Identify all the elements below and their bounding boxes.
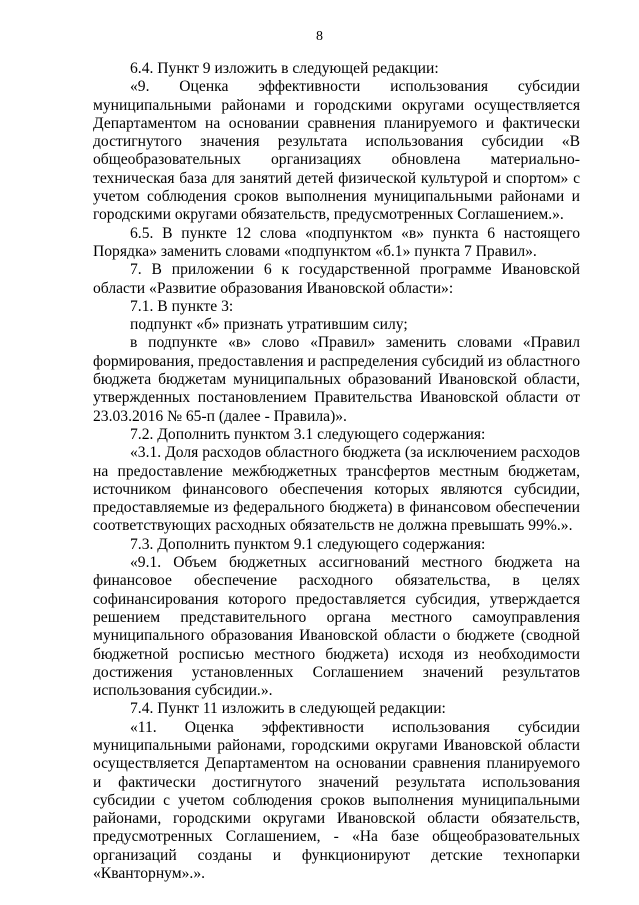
paragraph-item-9: «9. Оценка эффективности использования субсидии муниципальными районами и городскими округами осуществляется Департаментом на основании сравнения планируемого и фактически достигнутого значения результата использования субсидии «В общеобразовательных организациях обновлена материально-техническая база для занятий детей физической культурой и спортом» с учетом соблюдения сроков выполнения муниципальными районами и городскими округами обязательств, предусмотренных Соглашением.». [93, 78, 580, 224]
paragraph-7: 7. В приложении 6 к государственной программе Ивановской области «Развитие образования Ивановской области»: [93, 261, 580, 297]
paragraph-7-4: 7.4. Пункт 11 изложить в следующей редакции: [130, 700, 446, 718]
paragraph-subitem-v: в подпункте «в» слово «Правил» заменить словами «Правил формирования, предоставления и распределения субсидий из областного бюджета бюджетам муниципальных образований Ивановской области, утвержденных постановлением Правительства Ивановской области от 23.03.2016 № 65-п (далее - Правила)». [93, 334, 580, 425]
paragraph-6-4: 6.4. Пункт 9 изложить в следующей редакции: [130, 60, 439, 77]
page-number: 8 [316, 29, 323, 44]
paragraph-item-3-1: «3.1. Доля расходов областного бюджета (за исключением расходов на предоставление межбюджетных трансфертов местным бюджетам, источником финансового обеспечения которых являются субсидии, предоставляемые из федерального бюджета) в финансовом обеспечении соответствующих расходных обязательств не должна превышать 99%.». [93, 444, 580, 535]
paragraph-subitem-b: подпункт «б» признать утратившим силу; [130, 316, 408, 334]
paragraph-6-5: 6.5. В пункте 12 слова «подпунктом «в» пункта 6 настоящего Порядка» заменить словами «подпунктом «б.1» пункта 7 Правил». [93, 224, 580, 260]
paragraph-item-11: «11. Оценка эффективности использования субсидии муниципальными районами, городскими округами Ивановской области осуществляется Департаментом на основании сравнения планируемого и фактически достигнутого значений результата использования субсидии с учетом соблюдения сроков выполнения муниципальными районами, городскими округами Ивановской области обязательств, предусмотренных Соглашением, - «На базе общеобразовательных организаций созданы и функционируют детские технопарки «Кванторнум».». [93, 718, 580, 883]
paragraph-7-2: 7.2. Дополнить пунктом 3.1 следующего содержания: [130, 425, 486, 443]
paragraph-item-9-1: «9.1. Объем бюджетных ассигнований местного бюджета на финансовое обеспечение расходного обязательства, в целях софинансирования которого предоставляется субсидия, утверждается решением представительного органа местного самоуправления муниципального образования Ивановской области о бюджете (сводной бюджетной росписью местного бюджета) исходя из необходимости достижения установленных Соглашением значений результатов использования субсидии.». [93, 554, 580, 700]
paragraph-7-1: 7.1. В пункте 3: [130, 297, 234, 315]
paragraph-7-3: 7.3. Дополнить пунктом 9.1 следующего содержания: [130, 535, 486, 553]
document-body [93, 60, 580, 883]
